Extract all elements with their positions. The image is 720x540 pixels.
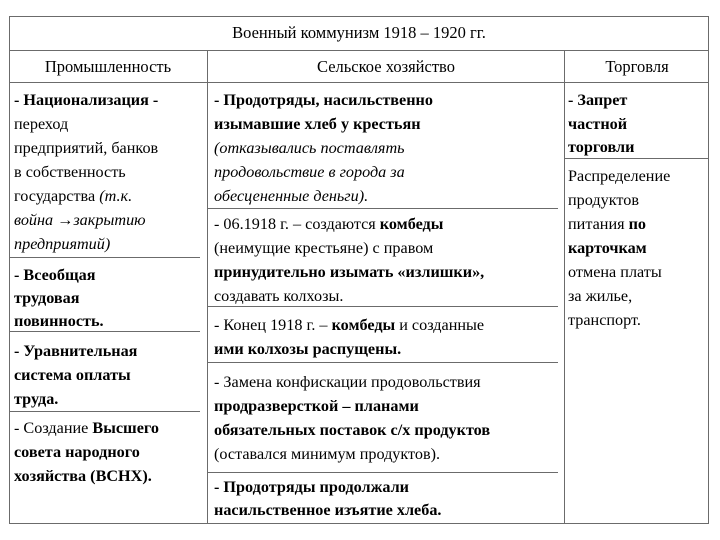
industry-line: хозяйства (ВСНХ). xyxy=(14,467,152,485)
agriculture-line: ими колхозы распущены. xyxy=(214,340,402,358)
trade-line: питания по xyxy=(568,215,647,233)
industry-line: - Национализация - xyxy=(14,91,159,109)
table-border-left xyxy=(9,16,10,524)
trade-line: частной xyxy=(568,115,628,133)
trade-line: отмена платы xyxy=(568,263,662,281)
industry-line: - Уравнительная xyxy=(14,342,138,360)
agriculture-line: - Продотряды продолжали xyxy=(214,478,410,496)
table-title: Военный коммунизм 1918 – 1920 гг. xyxy=(232,23,486,42)
industry-line: в собственность xyxy=(14,163,126,181)
agriculture-line: - Конец 1918 г. – комбеды и созданные xyxy=(214,316,485,334)
industry-line: трудовая xyxy=(14,289,80,307)
war-communism-table xyxy=(9,16,709,524)
agriculture-line: насильственное изъятие хлеба. xyxy=(214,501,442,519)
agriculture-line: (отказывались поставлять xyxy=(214,139,405,157)
agriculture-row-divider xyxy=(208,362,558,363)
trade-line: продуктов xyxy=(568,191,639,209)
industry-line: предприятий, банков xyxy=(14,139,159,157)
industry-line: война →закрытию xyxy=(14,211,146,229)
agriculture-line: (неимущие крестьяне) с правом xyxy=(214,239,434,257)
trade-line: карточкам xyxy=(568,239,647,257)
industry-line: - Всеобщая xyxy=(14,266,96,284)
industry-line: труда. xyxy=(14,390,59,408)
agriculture-line: обязательных поставок с/х продуктов xyxy=(214,421,491,439)
industry-row-divider xyxy=(9,411,200,412)
agriculture-line: продовольствие в города за xyxy=(214,163,405,181)
industry-line: - Создание Высшего xyxy=(14,419,159,437)
header-agriculture: Сельское хозяйство xyxy=(317,57,455,76)
industry-line: система оплаты xyxy=(14,366,131,384)
title-divider xyxy=(9,50,709,51)
trade-line: за жилье, xyxy=(568,287,633,305)
table-border-right xyxy=(708,16,709,524)
agriculture-row-divider xyxy=(208,208,558,209)
agriculture-line: - Продотряды, насильственно xyxy=(214,91,433,109)
industry-line: совета народного xyxy=(14,443,140,461)
trade-line: транспорт. xyxy=(568,311,641,329)
industry-row-divider xyxy=(9,257,200,258)
header-divider xyxy=(9,82,709,83)
agriculture-line: продразверсткой – планами xyxy=(214,397,419,415)
table-border-bottom xyxy=(9,523,709,524)
industry-line: повинность. xyxy=(14,312,104,330)
industry-line: предприятий) xyxy=(14,235,111,253)
agriculture-line: создавать колхозы. xyxy=(214,287,344,305)
agriculture-line: изымавшие хлеб у крестьян xyxy=(214,115,421,133)
trade-line: - Запрет xyxy=(568,91,628,109)
industry-line: переход xyxy=(14,115,69,133)
column-divider-industry xyxy=(207,50,208,524)
column-divider-trade xyxy=(564,50,565,524)
agriculture-line: обесцененные деньги). xyxy=(214,187,369,205)
table-border-top xyxy=(9,16,709,17)
header-trade: Торговля xyxy=(605,57,669,76)
agriculture-line: принудительно изымать «излишки», xyxy=(214,263,485,281)
agriculture-line: - 06.1918 г. – создаются комбеды xyxy=(214,215,444,233)
header-industry: Промышленность xyxy=(44,57,172,76)
agriculture-row-divider xyxy=(208,472,558,473)
trade-line: торговли xyxy=(568,138,635,156)
agriculture-line: (оставался минимум продуктов). xyxy=(214,445,441,463)
industry-line: государства (т.к. xyxy=(14,187,133,205)
trade-line: Распределение xyxy=(568,167,671,185)
agriculture-line: - Замена конфискации продовольствия xyxy=(214,373,481,391)
